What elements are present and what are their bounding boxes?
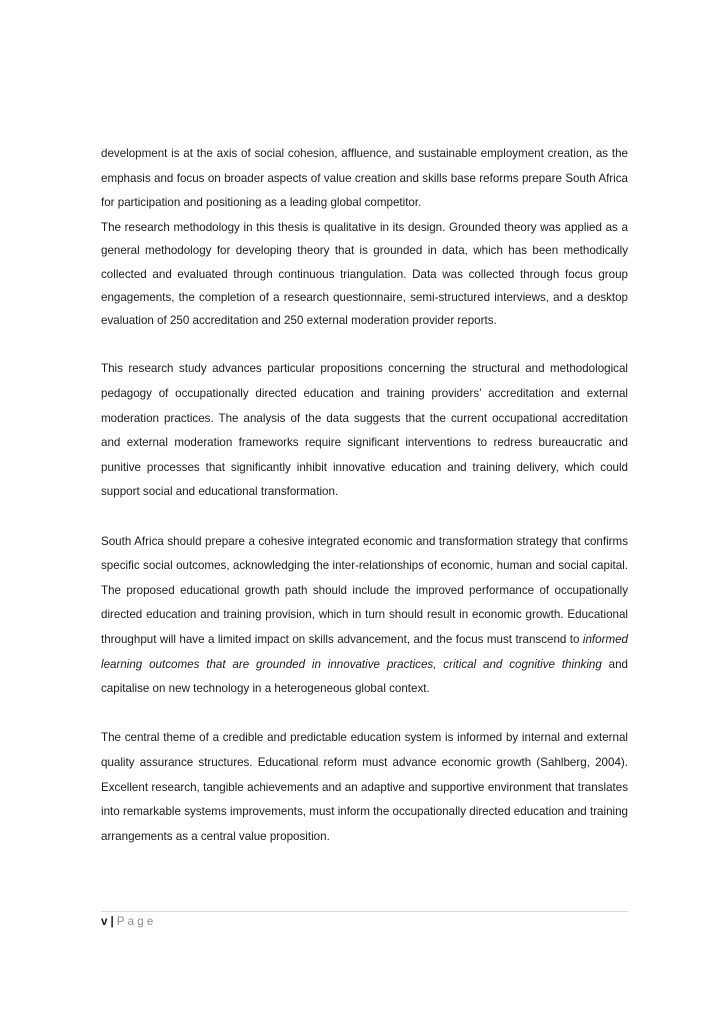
page-number: v (101, 915, 108, 928)
paragraph-continuation (101, 142, 628, 216)
footer-divider (101, 911, 628, 912)
page-label: Page (116, 915, 157, 928)
text-run: and capitalise on new technology in a heterogeneous global context. (101, 657, 628, 696)
text-run: The central theme of a credible and predictable education system is informed by internal and external quality assurance structures. Educational reform must advance economic growth (Sahlberg, 2004). Excellent research, tangible achievements and an adaptive and supportive environment that translates into remarkable systems improvements, must inform the occupationally directed education and training arrangements as a central value proposition. (101, 731, 628, 843)
text-run: This research study advances particular propositions concerning the structural and methodological pedagogy of occupationally directed education and training providers’ accreditation and external moderation practices. The analysis of the data suggests that the current occupational accreditation and external moderation frameworks require significant interventions to redress bureaucratic and punitive processes that significantly inhibit innovative education and training delivery, which could support social and educational transformation. (101, 362, 628, 499)
text-run: South Africa should prepare a cohesive integrated economic and transformation strategy that confirms specific social outcomes, acknowledging the inter-relationships of economic, human and social capital. The proposed educational growth path should include the improved performance of occupationally directed education and training provision, which in turn should result in economic growth. Educational throughput will have a limited impact on skills advancement, and the focus must transcend to (101, 534, 628, 646)
text-run: development is at the axis of social cohesion, affluence, and sustainable employment creation, as the emphasis and focus on broader aspects of value creation and skills base reforms prepare South Africa for participation and positioning as a leading global competitor. (101, 147, 628, 210)
paragraph-propositions (101, 357, 628, 505)
paragraph-methodology (101, 216, 628, 333)
text-run-italic: informed learning outcomes that are grounded in innovative practices, critical and cognitive thinking (101, 632, 628, 671)
paragraph-central-theme (101, 726, 628, 849)
page-footer (101, 914, 157, 930)
paragraph-strategy (101, 530, 628, 702)
text-run: The research methodology in this thesis is qualitative in its design. Grounded theory was applied as a general methodology for developing theory that is grounded in data, which has been methodically collected and evaluated through continuous triangulation. Data was collected through focus group engagements, the completion of a research questionnaire, semi-structured interviews, and a desktop evaluation of 250 accreditation and 250 external moderation provider reports. (101, 220, 628, 328)
footer-separator: | (110, 915, 114, 928)
body-text (101, 142, 628, 849)
